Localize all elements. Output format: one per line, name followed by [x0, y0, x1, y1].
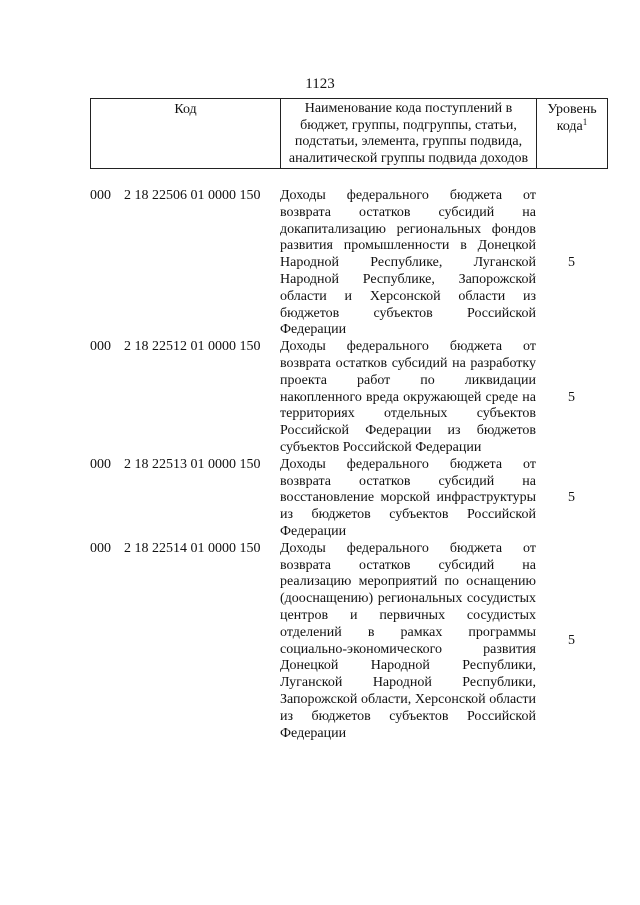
income-code: 2 18 22506 01 0000 150 [124, 188, 261, 203]
header-level [537, 99, 608, 169]
table-row [90, 457, 607, 541]
header-name-label: Наименование кода поступлений в бюджет, группы, подгруппы, статьи, подстатьи, элемента, группы подвида, аналитической группы подвида доходов [288, 101, 529, 166]
header-name [281, 99, 537, 169]
income-code: 2 18 22513 01 0000 150 [124, 456, 261, 472]
table-row [90, 541, 607, 743]
income-code: 2 18 22514 01 0000 150 [124, 540, 261, 556]
income-code: 2 18 22512 01 0000 150 [124, 339, 261, 355]
table-body [90, 188, 607, 742]
table-header [90, 98, 608, 169]
income-name: Доходы федерального бюджета от возврата остатков субсидий на восстановление морской инфраструктуры из бюджетов субъектов Российской Федерации [280, 456, 536, 539]
header-level-label: Уровень кода [547, 102, 597, 134]
admin-code: 000 [90, 540, 111, 556]
header-code [91, 99, 281, 169]
income-name: Доходы федерального бюджета от возврата остатков субсидий на докапитализацию региональных фондов развития промышленности в Донецкой Народной Республике, Луганской Народной Республике, Запорожской области и Херсонской области из бюджетов субъектов Российской Федерации [280, 188, 536, 338]
code-level: 5 [568, 490, 575, 506]
code-level: 5 [568, 633, 575, 649]
header-code-label: Код [174, 102, 197, 117]
table-row [90, 339, 607, 457]
admin-code: 000 [90, 339, 111, 355]
admin-code: 000 [90, 456, 111, 472]
page-number: 1123 [305, 76, 335, 92]
income-name: Доходы федерального бюджета от возврата остатков субсидий на разработку проекта работ по ликвидации накопленного вреда окружающей среде на территориях отдельных субъектов Российской Федерации из бюджетов субъектов Российской Федерации [280, 339, 536, 455]
code-level: 5 [568, 389, 575, 405]
footnote-marker: 1 [582, 117, 588, 127]
code-level: 5 [568, 255, 575, 271]
admin-code: 000 [90, 188, 111, 203]
income-name: Доходы федерального бюджета от возврата остатков субсидий на реализацию мероприятий по оснащению (дооснащению) региональных сосудистых центров и первичных сосудистых отделений в рамках программы социально-экономического развития Донецкой Народной Республики, Луганской Народной Республики, Запорожской области, Херсонской области из бюджетов субъектов Российской Федерации [280, 540, 536, 741]
table-row [90, 188, 607, 339]
